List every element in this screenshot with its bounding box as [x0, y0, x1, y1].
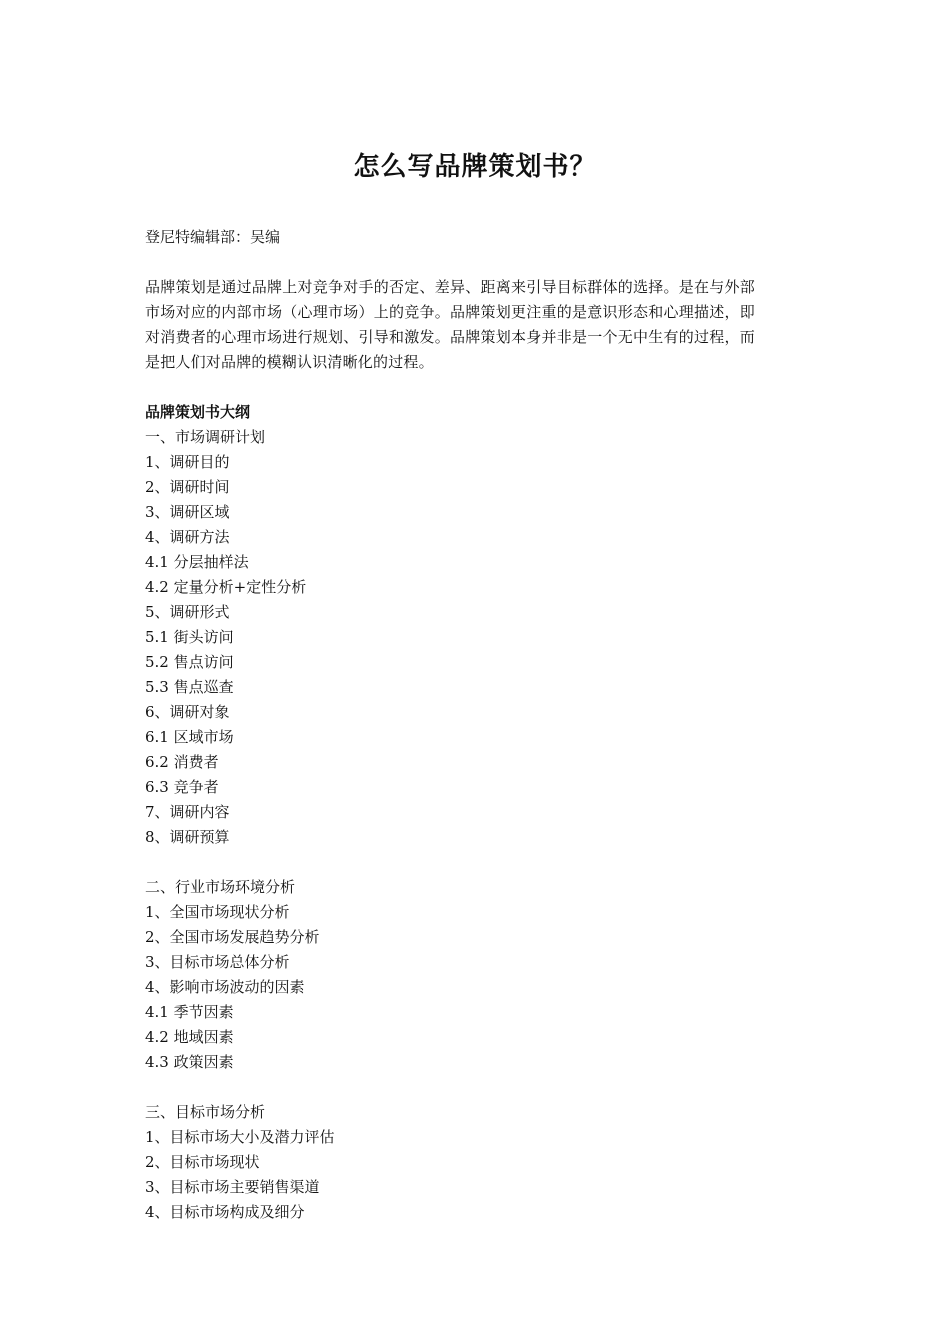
outline-item: 4.1 季节因素: [145, 1003, 234, 1021]
document-body: [145, 225, 755, 1225]
outline-item: 4.2 地域因素: [145, 1028, 234, 1046]
outline-item: 1、调研目的: [145, 453, 230, 471]
outline-item: 3、目标市场总体分析: [145, 953, 290, 971]
outline-item: 4、调研方法: [145, 528, 230, 546]
outline-item: 1、全国市场现状分析: [145, 903, 290, 921]
outline-item: 4、影响市场波动的因素: [145, 978, 305, 996]
intro-paragraph: 品牌策划是通过品牌上对竞争对手的否定、差异、距离来引导目标群体的选择。是在与外部市场对应的内部市场（心理市场）上的竞争。品牌策划更注重的是意识形态和心理描述，即对消费者的心理市场进行规划、引导和激发。品牌策划本身并非是一个无中生有的过程，而是把人们对品牌的模糊认识清晰化的过程。: [145, 278, 755, 371]
outline-item: 3、调研区域: [145, 503, 230, 521]
outline-item: 6.1 区域市场: [145, 728, 234, 746]
outline-item: 1、目标市场大小及潜力评估: [145, 1128, 335, 1146]
outline-item: 2、目标市场现状: [145, 1153, 260, 1171]
outline-item: 6.3 竞争者: [145, 778, 219, 796]
section-heading: 二、行业市场环境分析: [145, 878, 296, 896]
outline-item: 2、全国市场发展趋势分析: [145, 928, 320, 946]
outline-item: 8、调研预算: [145, 828, 230, 846]
document-title: 怎么写品牌策划书？: [353, 152, 597, 183]
outline-section-2: [145, 875, 755, 1075]
outline-item: 5.1 街头访问: [145, 628, 234, 646]
section-heading: 三、目标市场分析: [145, 1103, 266, 1121]
section-heading: 一、市场调研计划: [145, 428, 266, 446]
outline-section-1: [145, 425, 755, 850]
outline-item: 4.2 定量分析+定性分析: [145, 578, 307, 596]
outline-item: 4.1 分层抽样法: [145, 553, 249, 571]
outline-item: 6.2 消费者: [145, 753, 219, 771]
outline-heading: 品牌策划书大纲: [145, 403, 251, 421]
author-line: 登尼特编辑部：吴编: [145, 228, 281, 246]
outline-item: 5、调研形式: [145, 603, 230, 621]
outline-item: 4.3 政策因素: [145, 1053, 234, 1071]
outline-section-3: [145, 1100, 755, 1225]
outline-item: 7、调研内容: [145, 803, 230, 821]
outline-item: 5.3 售点巡查: [145, 678, 234, 696]
outline-item: 2、调研时间: [145, 478, 230, 496]
outline-item: 4、目标市场构成及细分: [145, 1203, 305, 1221]
outline-item: 5.2 售点访问: [145, 653, 234, 671]
outline-item: 3、目标市场主要销售渠道: [145, 1178, 320, 1196]
outline-item: 6、调研对象: [145, 703, 230, 721]
